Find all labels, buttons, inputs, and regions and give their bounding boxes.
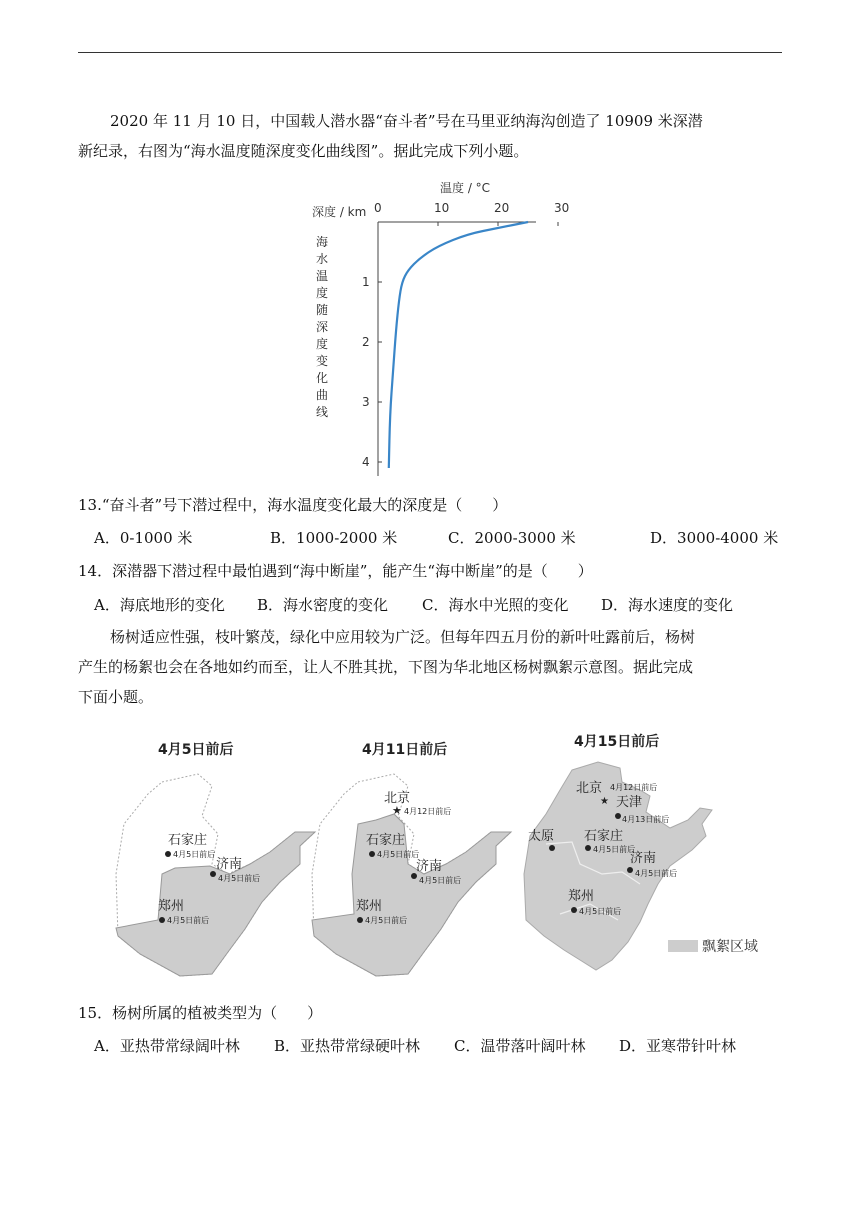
vertical-chart-title: [316, 235, 328, 419]
q13-option-b: B．1000-2000 米: [270, 529, 398, 547]
x-tick-label-3: 30: [554, 201, 570, 215]
map1-date-zhengzhou: 4月5日前后: [167, 916, 210, 925]
map1-city-shijiazhuang: 石家庄: [168, 833, 208, 848]
map3-dot-taiyuan: [549, 845, 555, 851]
map3-dot-tianjin: [615, 813, 621, 819]
y-tick-label-3: 4: [362, 455, 370, 469]
legend-label: 飘絮区域: [702, 939, 758, 955]
map2-date-zhengzhou: 4月5日前后: [365, 916, 408, 925]
intro2-line3: 下面小题。: [78, 688, 154, 706]
y-ticks: [362, 275, 382, 469]
map3-catkin-area: [524, 762, 712, 970]
map3-city-beijing: 北京: [576, 781, 603, 796]
q13-option-a: A．0-1000 米: [94, 529, 193, 547]
map-april-15: [524, 733, 712, 970]
map2-date-jinan: 4月5日前后: [419, 876, 462, 885]
map2-dot-shijiazhuang: [369, 851, 375, 857]
map1-dot-zhengzhou: [159, 917, 165, 923]
map1-date-jinan: 4月5日前后: [218, 874, 261, 883]
map2-city-beijing: 北京: [384, 791, 411, 806]
map2-city-zhengzhou: 郑州: [356, 899, 383, 914]
y-tick-label-2: 3: [362, 395, 370, 409]
question-15-stem: 15．杨树所属的植被类型为（ ）: [78, 1004, 323, 1022]
map2-city-shijiazhuang: 石家庄: [366, 833, 406, 848]
intro1-line2: 新纪录，右图为“海水温度随深度变化曲线图”。据此完成下列小题。: [78, 142, 529, 160]
question-15-options: [94, 1035, 784, 1057]
map2-date-beijing: 4月12日前后: [404, 807, 452, 816]
map3-city-zhengzhou: 郑州: [568, 889, 595, 904]
question-13-stem: 13.“奋斗者”号下潜过程中，海水温度变化最大的深度是（ ）: [78, 496, 508, 514]
temperature-depth-chart: [300, 178, 590, 478]
map1-catkin-area: [116, 832, 315, 976]
map3-city-taiyuan: 太原: [528, 829, 555, 844]
header-rule: [78, 52, 782, 53]
map-april-11: [312, 741, 511, 976]
map1-city-jinan: 济南: [216, 857, 243, 872]
y-axis-label: 深度 / km: [312, 205, 367, 219]
q14-option-d: D．海水速度的变化: [601, 596, 734, 614]
q14-option-b: B．海水密度的变化: [257, 596, 389, 614]
map2-dot-zhengzhou: [357, 917, 363, 923]
map3-city-shijiazhuang: 石家庄: [584, 829, 624, 844]
map1-title: 4月5日前后: [158, 742, 234, 758]
q15-option-b: B．亚热带常绿硬叶林: [274, 1037, 421, 1055]
q14-option-a: A．海底地形的变化: [94, 596, 225, 614]
q15-option-d: D．亚寒带针叶林: [619, 1037, 737, 1055]
map2-star-beijing: ★: [392, 804, 402, 817]
question-14-stem: 14．深潜器下潜过程中最怕遇到“海中断崖”，能产生“海中断崖”的是（ ）: [78, 562, 593, 580]
intro-paragraph-1: [78, 106, 782, 166]
q14-option-c: C．海水中光照的变化: [422, 596, 569, 614]
x-tick-label-0: 0: [374, 201, 382, 215]
x-tick-label-2: 20: [494, 201, 510, 215]
intro1-line1: 2020 年 11 月 10 日，中国载人潜水器“奋斗者”号在马里亚纳海沟创造了 10909 米深潜: [110, 112, 703, 130]
legend-swatch: [668, 940, 698, 952]
map3-date-jinan: 4月5日前后: [635, 869, 678, 878]
map1-city-zhengzhou: 郑州: [158, 899, 185, 914]
map3-city-jinan: 济南: [630, 851, 657, 866]
map3-dot-shijiazhuang: [585, 845, 591, 851]
map-april-5: [116, 741, 315, 976]
poplar-catkin-maps: [100, 724, 780, 989]
map2-date-shijiazhuang: 4月5日前后: [377, 850, 420, 859]
chart-svg: [300, 178, 590, 478]
x-tick-label-1: 10: [434, 201, 450, 215]
vertical-title-text: 海水温度随深度变化曲线: [316, 235, 329, 419]
question-14-options: [94, 594, 784, 616]
map3-date-beijing: 4月12日前后: [610, 783, 658, 792]
intro2-line2: 产生的杨絮也会在各地如约而至，让人不胜其扰，下图为华北地区杨树飘絮示意图。据此完成: [78, 658, 694, 676]
map3-dot-zhengzhou: [571, 907, 577, 913]
map3-dot-jinan: [627, 867, 633, 873]
map3-title: 4月15日前后: [574, 734, 660, 750]
map1-date-shijiazhuang: 4月5日前后: [173, 850, 216, 859]
maps-svg: [100, 724, 780, 989]
map3-star-beijing: ★: [600, 796, 609, 807]
map3-city-tianjin: 天津: [616, 795, 643, 810]
map3-date-shijiazhuang: 4月5日前后: [593, 845, 636, 854]
q13-option-c: C．2000-3000 米: [448, 529, 576, 547]
temperature-curve: [389, 222, 528, 468]
q15-option-a: A．亚热带常绿阔叶林: [94, 1037, 240, 1055]
intro-paragraph-2: [78, 622, 782, 712]
q15-option-c: C．温带落叶阔叶林: [454, 1037, 586, 1055]
y-tick-label-0: 1: [362, 275, 370, 289]
map3-date-zhengzhou: 4月5日前后: [579, 907, 622, 916]
y-tick-label-1: 2: [362, 335, 370, 349]
map2-title: 4月11日前后: [362, 742, 448, 758]
map1-dot-shijiazhuang: [165, 851, 171, 857]
map2-catkin-area: [312, 814, 511, 976]
x-axis-label: 温度 / °C: [440, 181, 491, 195]
q13-option-d: D．3000-4000 米: [650, 529, 779, 547]
map3-date-tianjin: 4月13日前后: [622, 815, 670, 824]
map2-city-jinan: 济南: [416, 859, 443, 874]
intro2-line1: 杨树适应性强，枝叶繁茂，绿化中应用较为广泛。但每年四五月份的新叶吐露前后，杨树: [110, 628, 696, 646]
question-13-options: [94, 527, 784, 549]
